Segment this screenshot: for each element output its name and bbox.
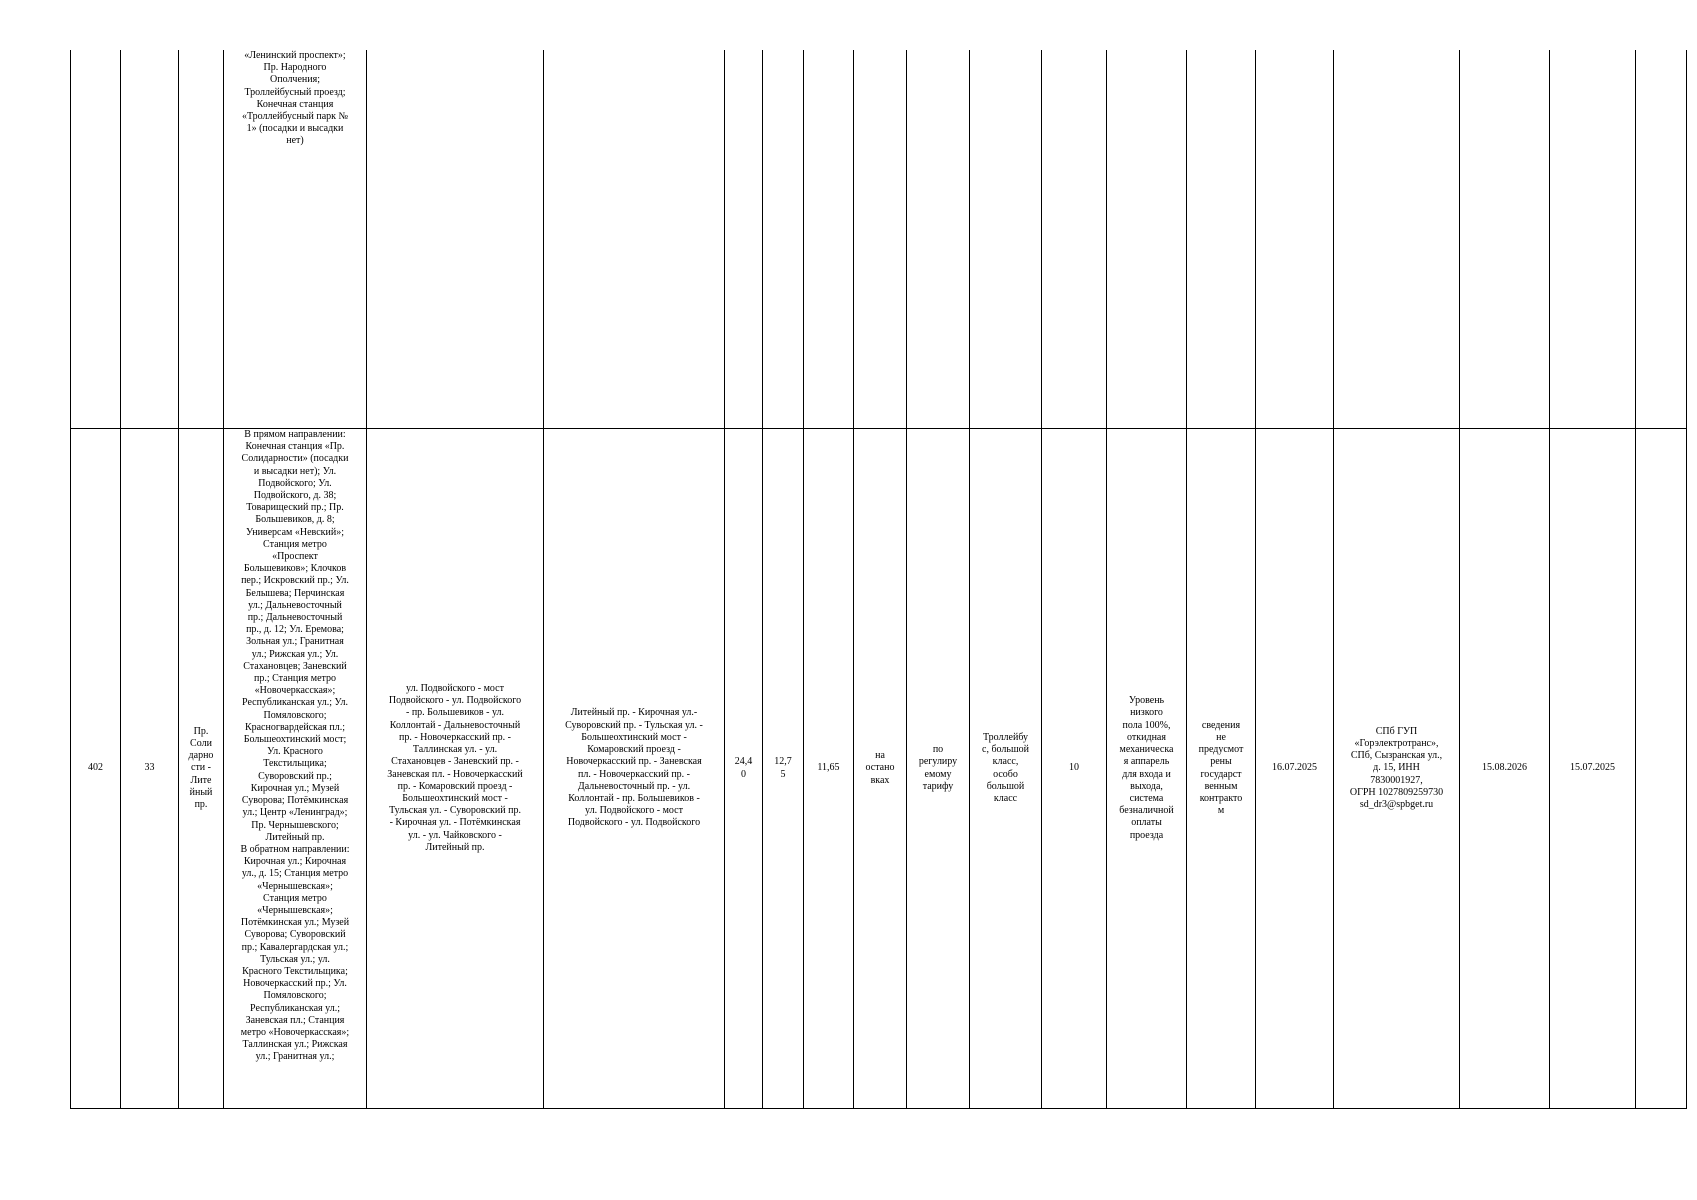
- cell-length-backward: [763, 50, 804, 429]
- cell-contract: [1187, 50, 1256, 429]
- cell-tariff: [907, 50, 970, 429]
- cell-carrier: СПб ГУП «Горэлектротранс», СПб, Сызранская ул., д. 15, ИНН 7830001927, ОГРН 1027809259730 sd_dr3@spbget.ru: [1334, 429, 1460, 1109]
- cell-notes: [1636, 50, 1687, 429]
- cell-length-extra: 11,65: [804, 429, 854, 1109]
- cell-stops: В прямом направлении: Конечная станция «Пр. Солидарности» (посадки и высадки нет); Ул. Подвойского; Ул. Подвойского, д. 38; Товарищеский пр.; Пр. Большевиков, д. 8; Универсам «Невский»; Станция метро «Проспект Большевиков»; Клочков пер.; Искровский пр.; Ул. Белышева; Перчинская ул.; Дальневосточный пр.; Дальневосточный пр., д. 12; Ул. Еремова; Зольная ул.; Гранитная ул.; Рижская ул.; Ул. Стахановцев; Заневский пр.; Станция метро «Новочеркасская»; Республиканская ул.; Ул. Помяловского; Красногвардейская пл.; Большеохтинский мост; Ул. Красного Текстильщика; Суворовский пр.; Кирочная ул.; Музей Суворова; Потёмкинская ул.; Центр «Ленинград»; Пр. Чернышевского; Литейный пр. В обратном направлении: Кирочная ул.; Кирочная ул., д. 15; Станция метро «Чернышевская»; Станция метро «Чернышевская»; Потёмкинская ул.; Музей Суворова; Суворовский пр.; Кавалергардская ул.; Тульская ул.; ул. Красного Текстильщика; Новочеркасский пр.; Ул. Помяловского; Республиканская ул.; Заневская пл.; Станция метро «Новочеркасская»; Таллинская ул.; Рижская ул.; Гранитная ул.;: [224, 429, 367, 1109]
- cell-date-a: [1460, 50, 1550, 429]
- cell-streets-backward: Литейный пр. - Кирочная ул.- Суворовский пр. - Тульская ул. - Большеохтинский мост - Комаровский проезд - Новочеркасский пр. - Заневская пл. - Новочеркасский пр. - Дальневосточный пр. - ул. Коллонтай - пр. Большевиков - ул. Подвойского - мост Подвойского - ул. Подвойского: [544, 429, 725, 1109]
- cell-route-name: [179, 50, 224, 429]
- route-registry-table: [70, 50, 1687, 1109]
- cell-length-backward: 12,7 5: [763, 429, 804, 1109]
- cell-date-b: 15.07.2025: [1550, 429, 1636, 1109]
- cell-reg-no: 402: [71, 429, 121, 1109]
- cell-tariff: по регулиру емому тарифу: [907, 429, 970, 1109]
- table-row: [71, 429, 1687, 1109]
- cell-notes: [1636, 429, 1687, 1109]
- cell-length-forward: [725, 50, 763, 429]
- cell-route-no: [121, 50, 179, 429]
- cell-boarding: на остано вках: [854, 429, 907, 1109]
- cell-contract: сведения не предусмот рены государст венным контракто м: [1187, 429, 1256, 1109]
- cell-date-a: 15.08.2026: [1460, 429, 1550, 1109]
- cell-start-date: [1256, 50, 1334, 429]
- cell-vehicle: [970, 50, 1042, 429]
- cell-vehicle-count: [1042, 50, 1107, 429]
- cell-route-name: Пр. Соли дарно сти - Лите йный пр.: [179, 429, 224, 1109]
- cell-stops: «Ленинский проспект»; Пр. Народного Ополчения; Троллейбусный проезд; Конечная станция «Троллейбусный парк № 1» (посадки и высадки нет): [224, 50, 367, 429]
- cell-start-date: 16.07.2025: [1256, 429, 1334, 1109]
- cell-carrier: [1334, 50, 1460, 429]
- cell-length-forward: 24,4 0: [725, 429, 763, 1109]
- cell-characteristics: [1107, 50, 1187, 429]
- cell-vehicle-count: 10: [1042, 429, 1107, 1109]
- cell-characteristics: Уровень низкого пола 100%, откидная механическа я аппарель для входа и выхода, система безналичной оплаты проезда: [1107, 429, 1187, 1109]
- cell-route-no: 33: [121, 429, 179, 1109]
- cell-date-b: [1550, 50, 1636, 429]
- cell-streets-forward: [367, 50, 544, 429]
- cell-streets-forward: ул. Подвойского - мост Подвойского - ул. Подвойского - пр. Большевиков - ул. Коллонтай - Дальневосточный пр. - Новочеркасский пр. - Таллинская ул. - ул. Стахановцев - Заневский пр. - Заневская пл. - Новочеркасский пр. - Комаровский проезд - Большеохтинский мост - Тульская ул. - Суворовский пр. - Кирочная ул. - Потёмкинская ул. - ул. Чайковского - Литейный пр.: [367, 429, 544, 1109]
- cell-reg-no: [71, 50, 121, 429]
- cell-vehicle: Троллейбу с, большой класс, особо большой класс: [970, 429, 1042, 1109]
- cell-streets-backward: [544, 50, 725, 429]
- cell-length-extra: [804, 50, 854, 429]
- table-row: [71, 50, 1687, 429]
- cell-boarding: [854, 50, 907, 429]
